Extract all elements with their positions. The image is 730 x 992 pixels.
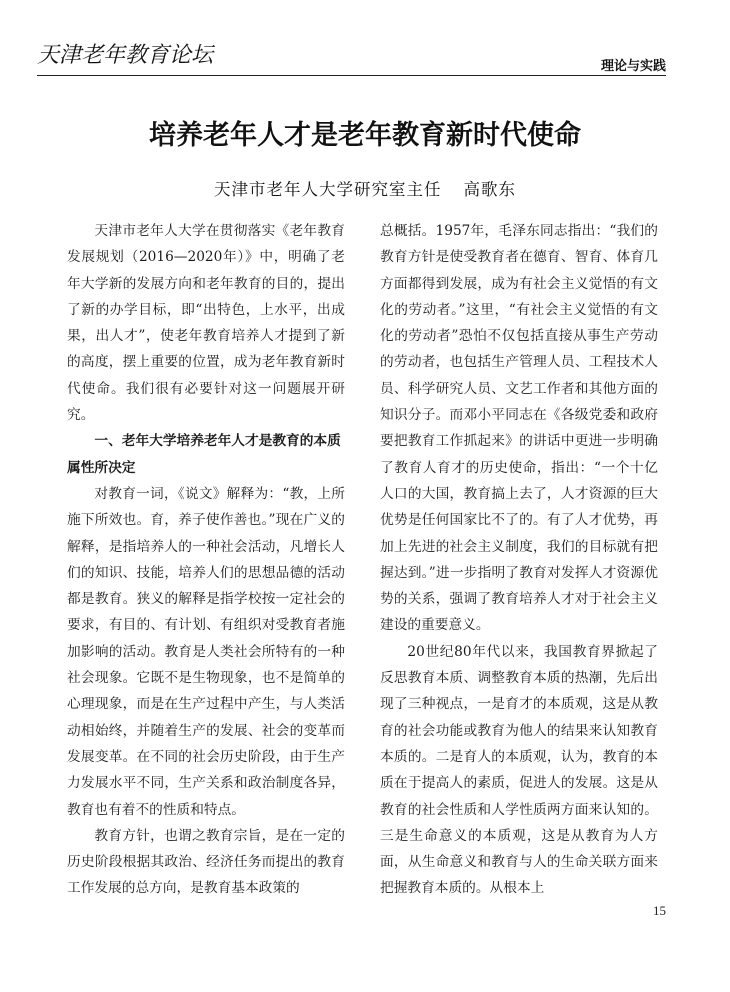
article-title: 培养老年人才是老年教育新时代使命 <box>149 120 581 151</box>
page-number: 15 <box>653 903 666 918</box>
paragraph: 20世纪80年代以来，我国教育界掀起了反思教育本质、调整教育本质的热潮，先后出现了三种视点，一是育才的本质观，这是从教育的社会功能或教育为他人的结果来认知教育本质的。二是育人的本质观，认为，教育的本质在于提高人的素质，促进人的发展。这是从教育的社会性质和人学性质两方面来认知的。三是生命意义的本质观，这是从教育为人方面，从生命意义和教育与人的生命关联方面来把握教育本质的。从根本上 <box>380 643 658 897</box>
author-affiliation: 天津市老年人大学研究室主任 <box>214 180 442 199</box>
section-heading: 一、老年大学培养老年人才是教育的本质属性所决定 <box>67 433 341 476</box>
section-label: 理论与实践 <box>600 59 666 74</box>
header-divider <box>37 75 666 76</box>
paragraph: 对教育一词，《说文》解释为：“教，上所施下所效也。育，养子使作善也。”现在广义的解释，是指培养人的一种社会活动，凡增长人们的知识、技能，培养人们的思想品德的活动都是教育。狭义的解释是指学校按一定社会的要求，有目的、有计划、有组织对受教育者施加影响的活动。教育是人类社会所特有的一种社会现象。它既不是生物现象，也不是简单的心理现象，而是在生产过程中产生，与人类活动相始终，并随着生产的发展、社会的变革而发展变革。在不同的社会历史阶段，由于生产力发展水平不同，生产关系和政治制度各异，教育也有着不的性质和特点。 <box>67 485 345 818</box>
right-column <box>380 218 658 902</box>
byline <box>0 176 730 200</box>
journal-logo: 天津老年教育论坛 <box>37 43 214 68</box>
left-column <box>67 218 345 902</box>
paragraph: 天津市老年人大学在贯彻落实《老年教育发展规划（2016—2020年）》中，明确了老年大学新的发展方向和老年教育的目的，提出了新的办学目标，即“出特色，上水平，出成果，出人才”，使老年教育培养人才提到了新的高度，摆上重要的位置，成为老年教育新时代使命。我们很有必要针对这一问题展开研究。 <box>67 223 345 424</box>
author-name: 高歌东 <box>463 180 516 199</box>
paragraph: 总概括。1957年，毛泽东同志指出：“我们的教育方针是使受教育者在德育、智育、体育几方面都得到发展，成为有社会主义觉悟的有文化的劳动者。”这里，“有社会主义觉悟的有文化的劳动者”恐怕不仅包括直接从事生产劳动的劳动者，也包括生产管理人员、工程技术人员、科学研究人员、文艺工作者和其他方面的知识分子。而邓小平同志在《各级党委和政府要把教育工作抓起来》的讲话中更进一步明确了教育人育才的历史使命，指出：“一个十亿人口的大国，教育搞上去了，人才资源的巨大优势是任何国家比不了的。有了人才优势，再加上先进的社会主义制度，我们的目标就有把握达到。”进一步指明了教育对发挥人才资源优势的关系，强调了教育培养人才对于社会主义建设的重要意义。 <box>380 223 658 634</box>
paragraph: 教育方针，也谓之教育宗旨，是在一定的历史阶段根据其政治、经济任务而提出的教育工作发展的总方向，是教育基本政策的 <box>67 827 345 897</box>
